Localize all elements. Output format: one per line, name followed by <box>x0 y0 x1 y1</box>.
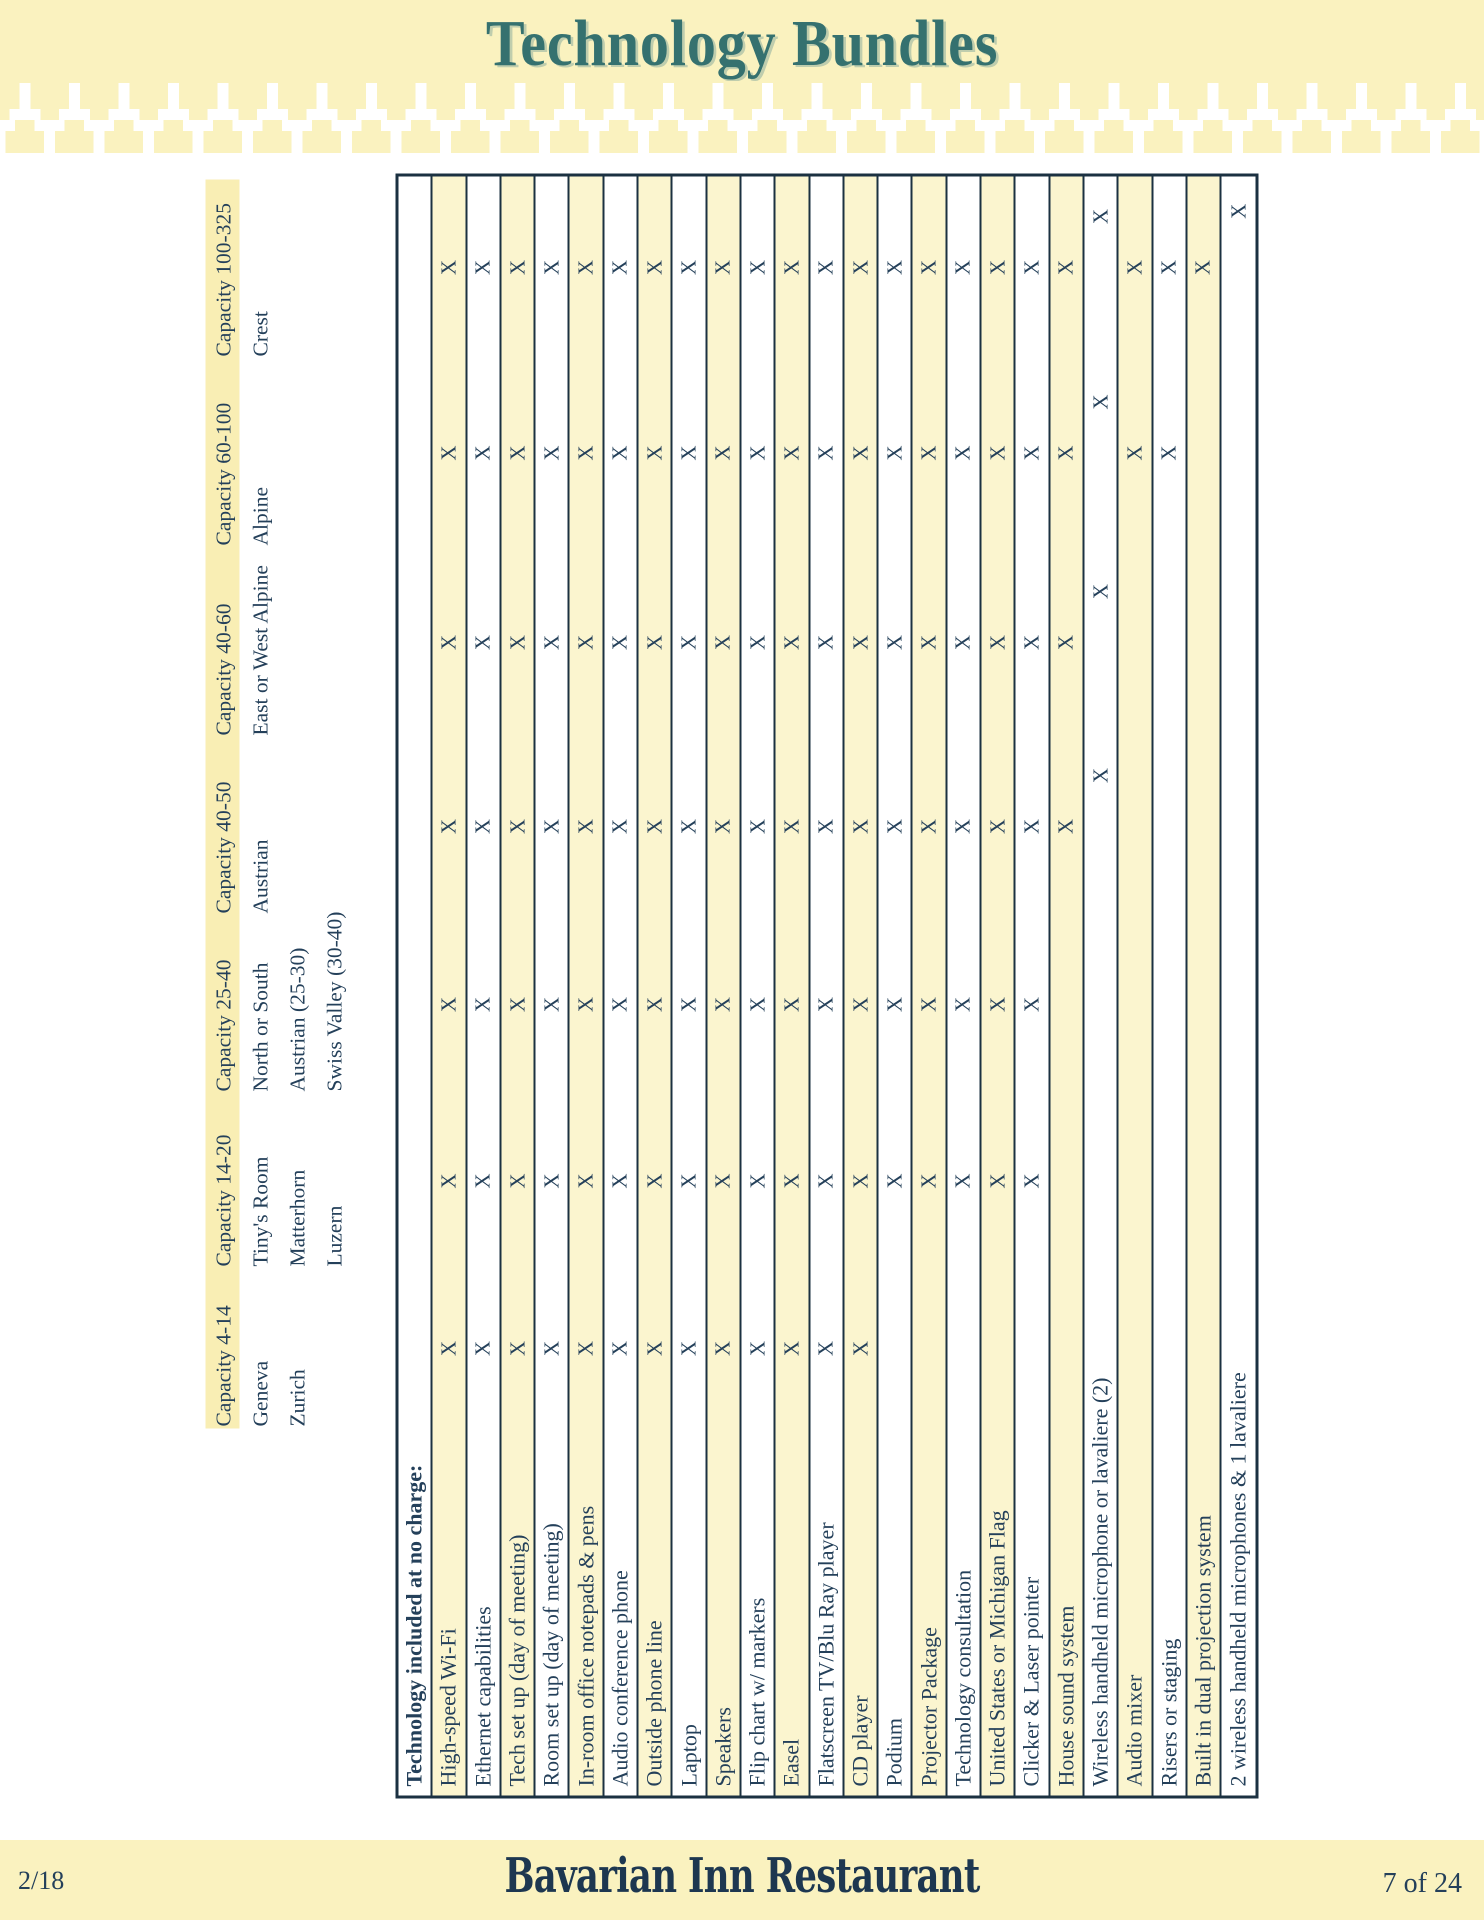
x-mark: X <box>882 445 907 461</box>
room-name: Austrian <box>248 839 273 914</box>
x-mark: X <box>436 818 461 835</box>
x-mark: X <box>470 445 495 461</box>
greek-key-pattern <box>0 83 1484 153</box>
table-row <box>741 177 775 1796</box>
x-mark: X <box>848 259 872 276</box>
table-row <box>913 177 947 1796</box>
table-row <box>536 177 570 1796</box>
mark-cell <box>1084 1217 1116 1377</box>
row-label: Built in dual projection system <box>1190 1515 1216 1787</box>
x-mark: X <box>505 818 530 835</box>
x-mark: X <box>985 818 1010 835</box>
mark-cell <box>1153 916 1185 1094</box>
x-mark: X <box>745 996 770 1013</box>
x-mark: X <box>676 634 701 651</box>
x-mark: X <box>710 818 735 835</box>
x-mark: X <box>470 818 495 835</box>
row-label: Tech set up (day of meeting) <box>504 1534 530 1787</box>
x-mark: X <box>813 259 838 276</box>
x-mark: X <box>573 1340 598 1357</box>
row-label: Outside phone line <box>641 1620 667 1787</box>
x-mark: X <box>642 1340 667 1357</box>
row-label: In-room office notepads & pens <box>573 1505 599 1787</box>
x-mark: X <box>1019 445 1044 461</box>
row-label: High-speed Wi-Fi <box>435 1628 461 1787</box>
x-mark: X <box>1226 203 1251 219</box>
x-mark: X <box>573 259 598 276</box>
row-label: Flip chart w/ markers <box>744 1597 770 1787</box>
row-label: Audio conference phone <box>607 1570 633 1787</box>
row-label: Flatscreen TV/Blu Ray player <box>813 1522 839 1787</box>
x-mark: X <box>813 445 838 461</box>
x-mark: X <box>642 1173 667 1189</box>
table-row <box>467 177 501 1796</box>
mark-cell <box>879 1269 911 1429</box>
x-mark: X <box>436 996 461 1013</box>
table-row <box>673 177 707 1796</box>
x-mark: X <box>1053 634 1078 651</box>
capacity-label: Capacity 40-60 <box>211 603 236 736</box>
room-name: Matterhorn <box>285 1169 310 1267</box>
x-mark: X <box>539 818 564 835</box>
mark-cell <box>1222 681 1256 859</box>
table-row <box>844 177 878 1796</box>
x-mark: X <box>607 634 632 651</box>
mark-cell <box>1153 1269 1185 1429</box>
x-mark: X <box>745 259 770 276</box>
mark-cell <box>1187 916 1219 1094</box>
table-row <box>604 177 638 1796</box>
x-mark: X <box>882 634 907 651</box>
x-mark: X <box>573 1173 598 1189</box>
mark-cell <box>1222 1037 1256 1212</box>
x-mark: X <box>745 1340 770 1357</box>
x-mark: X <box>985 996 1010 1013</box>
x-mark: X <box>813 1340 838 1357</box>
x-mark: X <box>676 259 701 276</box>
x-mark: X <box>470 1340 495 1357</box>
mark-cell <box>1084 1042 1116 1217</box>
x-mark: X <box>710 259 735 276</box>
mark-cell <box>1119 1269 1151 1429</box>
capacity-header <box>206 736 280 919</box>
mark-cell <box>1222 1212 1256 1372</box>
mark-cell <box>913 1269 945 1429</box>
x-mark: X <box>1053 259 1078 276</box>
x-mark: X <box>916 445 941 461</box>
mark-cell <box>1084 864 1116 1042</box>
row-label: CD player <box>847 1695 873 1787</box>
x-mark: X <box>985 445 1010 461</box>
table-row <box>1187 177 1221 1796</box>
row-label: Clicker & Laser pointer <box>1018 1576 1044 1787</box>
mark-cell <box>399 916 431 1094</box>
row-label: Speakers <box>710 1707 736 1787</box>
x-mark: X <box>573 634 598 651</box>
x-mark: X <box>916 818 941 835</box>
x-mark: X <box>1019 818 1044 835</box>
capacity-header <box>206 175 280 362</box>
row-label: Room set up (day of meeting) <box>538 1523 564 1787</box>
x-mark: X <box>539 996 564 1013</box>
x-mark: X <box>539 1173 564 1189</box>
x-mark: X <box>813 634 838 651</box>
x-mark: X <box>882 818 907 835</box>
capacity-label: Capacity 100-325 <box>211 203 236 357</box>
table-row <box>1153 177 1187 1796</box>
row-label: Audio mixer <box>1121 1674 1147 1787</box>
x-mark: X <box>882 259 907 276</box>
x-mark: X <box>1156 259 1181 276</box>
x-mark: X <box>950 818 975 835</box>
x-mark: X <box>745 634 770 651</box>
x-mark: X <box>505 996 530 1013</box>
capacity-header <box>206 546 280 741</box>
x-mark: X <box>607 818 632 835</box>
x-mark: X <box>1190 259 1215 276</box>
mark-cell <box>1153 738 1185 916</box>
mark-cell <box>399 548 431 738</box>
x-mark: X <box>470 259 495 276</box>
x-mark: X <box>950 996 975 1013</box>
page-title: Technology Bundles <box>485 7 999 80</box>
table-body <box>396 174 1259 1799</box>
x-mark: X <box>642 634 667 651</box>
mark-cell <box>1222 491 1256 681</box>
row-label: Ethernet capabilities <box>470 1606 496 1787</box>
x-mark: X <box>779 445 804 461</box>
x-mark: X <box>916 259 941 276</box>
x-mark: X <box>573 445 598 461</box>
table-row <box>1222 177 1256 1796</box>
mark-cell <box>1187 359 1219 548</box>
x-mark: X <box>710 996 735 1013</box>
table-row <box>1119 177 1153 1796</box>
room-name: Zurich <box>285 1369 310 1427</box>
capacity-header <box>206 911 354 1097</box>
table-row <box>879 177 913 1796</box>
row-label: Risers or staging <box>1156 1638 1182 1787</box>
mark-cell <box>1119 1094 1151 1269</box>
row-label: Technology included at no charge: <box>401 1464 427 1787</box>
row-label: Laptop <box>676 1724 702 1787</box>
x-mark: X <box>1088 767 1113 784</box>
x-mark: X <box>882 996 907 1013</box>
x-mark: X <box>779 1173 804 1189</box>
x-mark: X <box>848 1340 872 1357</box>
x-mark: X <box>779 634 804 651</box>
x-mark: X <box>1156 445 1181 461</box>
mark-cell <box>1187 548 1219 738</box>
x-mark: X <box>779 996 804 1013</box>
x-mark: X <box>1088 583 1113 600</box>
mark-cell <box>1187 1094 1219 1269</box>
x-mark: X <box>1122 259 1147 276</box>
capacity-label: Capacity 25-40 <box>211 959 236 1092</box>
x-mark: X <box>539 259 564 276</box>
x-mark: X <box>505 1173 530 1189</box>
x-mark: X <box>745 1173 770 1189</box>
x-mark: X <box>916 634 941 651</box>
x-mark: X <box>916 996 941 1013</box>
mark-cell <box>399 738 431 916</box>
footer-page-fraction: 2/18 <box>18 1866 65 1895</box>
x-mark: X <box>573 996 598 1013</box>
footer-band <box>0 1840 1484 1920</box>
x-mark: X <box>505 445 530 461</box>
room-name: Austrian (25-30) <box>285 947 310 1092</box>
mark-cell <box>947 1269 979 1429</box>
x-mark: X <box>470 634 495 651</box>
table-row <box>1084 177 1118 1796</box>
room-name: Luzern <box>322 1205 347 1267</box>
mark-cell <box>1222 859 1256 1037</box>
x-mark: X <box>710 634 735 651</box>
footer-brand: Bavarian Inn Restaurant <box>504 1848 980 1904</box>
x-mark: X <box>848 818 872 835</box>
x-mark: X <box>539 1340 564 1357</box>
mark-cell <box>1119 548 1151 738</box>
x-mark: X <box>1019 259 1044 276</box>
row-label: House sound system <box>1053 1605 1079 1787</box>
x-mark: X <box>916 1173 941 1189</box>
x-mark: X <box>745 445 770 461</box>
x-mark: X <box>607 1340 632 1357</box>
x-mark: X <box>950 634 975 651</box>
x-mark: X <box>813 996 838 1013</box>
x-mark: X <box>950 1173 975 1189</box>
x-mark: X <box>642 445 667 461</box>
x-mark: X <box>642 818 667 835</box>
x-mark: X <box>470 1173 495 1189</box>
capacity-label: Capacity 60-100 <box>211 402 236 546</box>
table-row <box>947 177 981 1796</box>
x-mark: X <box>436 445 461 461</box>
x-mark: X <box>779 259 804 276</box>
x-mark: X <box>607 996 632 1013</box>
x-mark: X <box>1019 1173 1044 1189</box>
row-label: United States or Michigan Flag <box>984 1510 1010 1787</box>
mark-cell <box>1016 1269 1048 1429</box>
x-mark: X <box>642 259 667 276</box>
x-mark: X <box>436 1173 461 1189</box>
x-mark: X <box>505 634 530 651</box>
x-mark: X <box>676 996 701 1013</box>
x-mark: X <box>676 445 701 461</box>
mark-cell <box>399 1094 431 1269</box>
mark-cell <box>399 359 431 548</box>
x-mark: X <box>607 1173 632 1189</box>
x-mark: X <box>813 818 838 835</box>
footer-page-count: 7 of 24 <box>1382 1868 1462 1899</box>
room-name: North or South <box>248 962 273 1092</box>
x-mark: X <box>813 1173 838 1189</box>
x-mark: X <box>848 634 872 651</box>
mark-cell <box>1222 302 1256 491</box>
capacity-label: Capacity 14-20 <box>211 1134 236 1267</box>
room-name: Crest <box>248 311 273 357</box>
x-mark: X <box>779 1340 804 1357</box>
x-mark: X <box>1088 208 1113 225</box>
capacity-header <box>206 1267 317 1432</box>
title-band <box>0 0 1484 153</box>
mark-cell <box>1119 738 1151 916</box>
table-row <box>433 177 467 1796</box>
x-mark: X <box>950 259 975 276</box>
row-label: Wireless handheld microphone or lavaliere (2) <box>1087 1377 1113 1787</box>
x-mark: X <box>1019 634 1044 651</box>
x-mark: X <box>1053 445 1078 461</box>
x-mark: X <box>607 445 632 461</box>
x-mark: X <box>745 818 770 835</box>
table-header <box>199 180 396 1799</box>
x-mark: X <box>505 259 530 276</box>
x-mark: X <box>710 1340 735 1357</box>
room-name: Tiny's Room <box>248 1156 273 1267</box>
x-mark: X <box>436 259 461 276</box>
mark-cell <box>1153 548 1185 738</box>
mark-cell <box>1050 1269 1082 1429</box>
x-mark: X <box>676 1340 701 1357</box>
x-mark: X <box>985 634 1010 651</box>
mark-cell <box>1119 916 1151 1094</box>
x-mark: X <box>539 445 564 461</box>
room-name: Geneva <box>248 1360 273 1427</box>
table-row <box>1050 177 1084 1796</box>
room-name: East or West Alpine <box>248 565 273 736</box>
mark-cell <box>982 1269 1014 1429</box>
x-mark: X <box>676 1173 701 1189</box>
table-row <box>570 177 604 1796</box>
x-mark: X <box>882 1173 907 1189</box>
table-row <box>707 177 741 1796</box>
x-mark: X <box>848 996 872 1013</box>
row-label: Easel <box>778 1738 804 1787</box>
x-mark: X <box>1053 818 1078 835</box>
mark-cell <box>1153 1094 1185 1269</box>
table-row <box>639 177 673 1796</box>
x-mark: X <box>848 445 872 461</box>
mark-cell <box>1187 738 1219 916</box>
mark-cell <box>1050 916 1082 1094</box>
x-mark: X <box>848 1173 872 1189</box>
table-row <box>1016 177 1050 1796</box>
capacity-label: Capacity 40-50 <box>211 781 236 914</box>
table-row <box>982 177 1016 1796</box>
section-row <box>399 177 433 1796</box>
capacity-label: Capacity 4-14 <box>211 1305 236 1427</box>
mark-cell <box>399 1269 431 1429</box>
x-mark: X <box>1088 394 1113 410</box>
row-label: Projector Package <box>916 1627 942 1787</box>
x-mark: X <box>642 996 667 1013</box>
table-row <box>810 177 844 1796</box>
room-name: Alpine <box>248 486 273 546</box>
x-mark: X <box>436 1340 461 1357</box>
row-label: Podium <box>881 1718 907 1787</box>
x-mark: X <box>676 818 701 835</box>
row-label: 2 wireless handheld microphones & 1 lavaliere <box>1225 1372 1251 1787</box>
capacity-header <box>206 357 280 551</box>
x-mark: X <box>710 445 735 461</box>
row-label: Technology consultation <box>950 1569 976 1787</box>
x-mark: X <box>607 259 632 276</box>
x-mark: X <box>470 996 495 1013</box>
rotated-table <box>199 180 1257 1799</box>
table-row <box>776 177 810 1796</box>
x-mark: X <box>436 634 461 651</box>
x-mark: X <box>985 259 1010 276</box>
mark-cell <box>1050 1094 1082 1269</box>
x-mark: X <box>539 634 564 651</box>
capacity-header <box>206 1092 354 1272</box>
mark-cell <box>1187 1269 1219 1429</box>
x-mark: X <box>1122 445 1147 461</box>
table-row <box>501 177 535 1796</box>
x-mark: X <box>1019 996 1044 1013</box>
x-mark: X <box>779 818 804 835</box>
x-mark: X <box>950 445 975 461</box>
x-mark: X <box>985 1173 1010 1189</box>
x-mark: X <box>710 1173 735 1189</box>
mark-cell <box>399 177 431 359</box>
room-name: Swiss Valley (30-40) <box>322 911 347 1092</box>
x-mark: X <box>505 1340 530 1357</box>
x-mark: X <box>573 818 598 835</box>
